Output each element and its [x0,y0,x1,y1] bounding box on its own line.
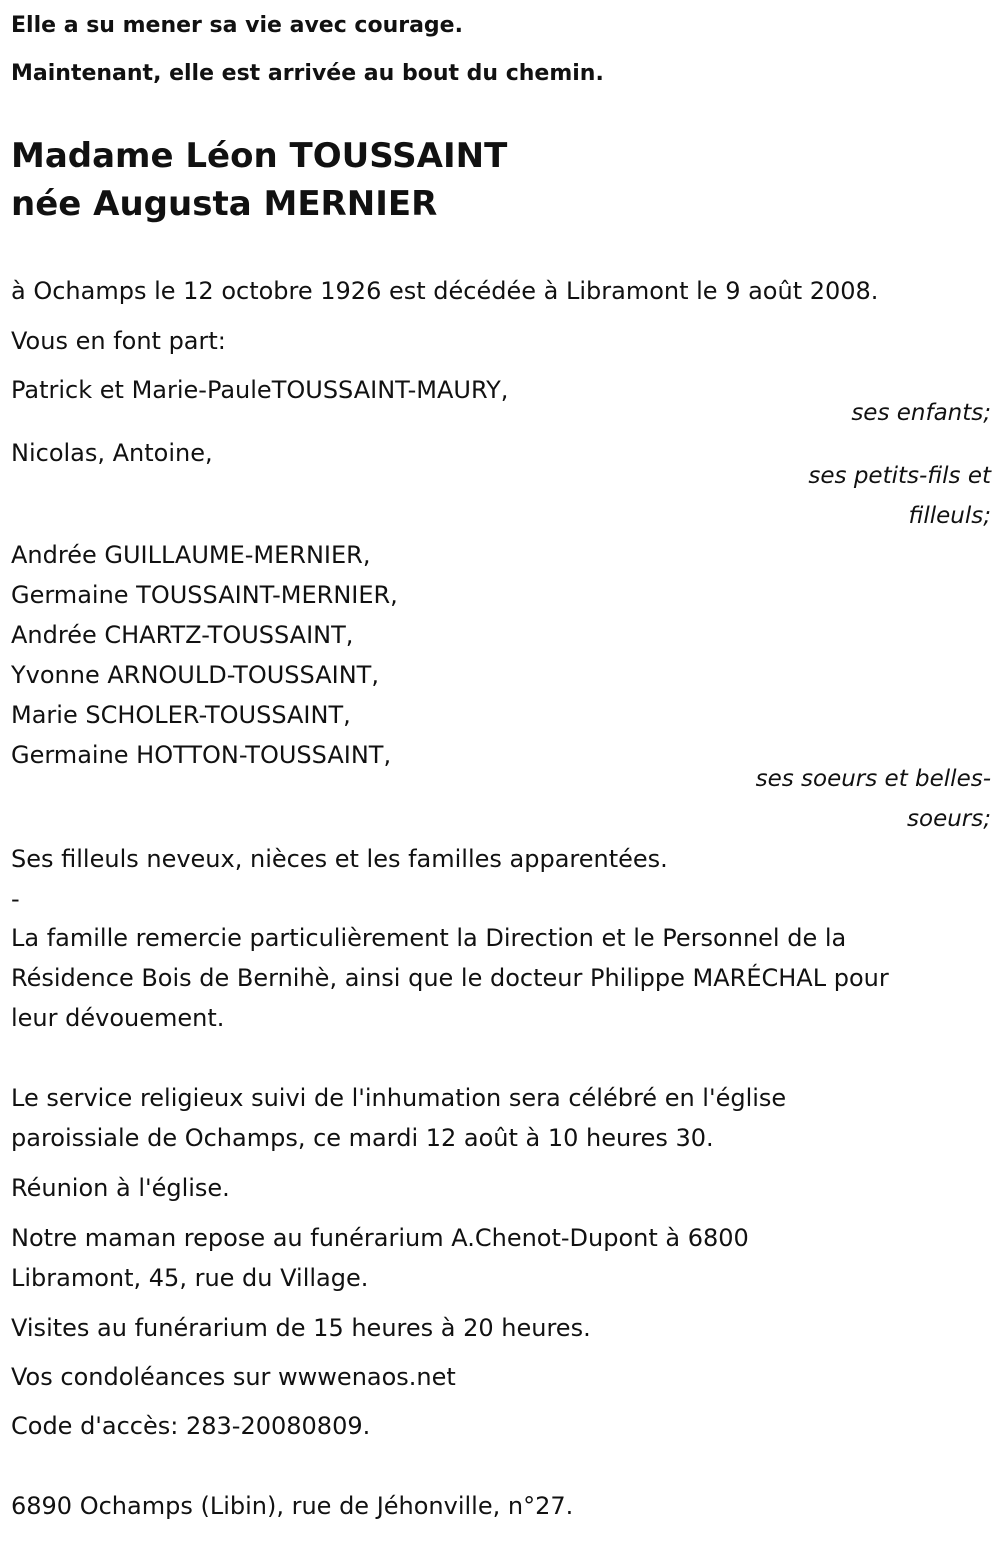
sibling-name: Germaine TOUSSAINT-MERNIER, [11,581,398,609]
sibling-name: Andrée GUILLAUME-MERNIER, [11,541,371,569]
visits-line: Visites au funérarium de 15 heures à 20 heures. [11,1314,591,1342]
access-code-line: Code d'accès: 283-20080809. [11,1412,371,1440]
separator: - [11,885,20,913]
thanks-line: leur dévouement. [11,1004,225,1032]
children-names: Patrick et Marie-PauleTOUSSAINT-MAURY, [11,376,509,404]
service-line: paroissiale de Ochamps, ce mardi 12 août à 10 heures 30. [11,1124,714,1152]
sibling-name: Marie SCHOLER-TOUSSAINT, [11,701,351,729]
epigraph-line: Maintenant, elle est arrivée au bout du chemin. [11,61,604,86]
thanks-line: La famille remercie particulièrement la Direction et le Personnel de la [11,924,847,952]
extended-family: Ses filleuls neveux, nièces et les familles apparentées. [11,845,668,873]
meeting-line: Réunion à l'église. [11,1174,230,1202]
funeral-home-line: Notre maman repose au funérarium A.Chenot-Dupont à 6800 [11,1224,749,1252]
deceased-name: Madame Léon TOUSSAINT [11,136,508,176]
condolences-line: Vos condoléances sur wwwenaos.net [11,1363,456,1391]
sibling-name: Yvonne ARNOULD-TOUSSAINT, [11,661,379,689]
siblings-relation: ses soeurs et belles- [755,766,991,792]
funeral-home-line: Libramont, 45, rue du Village. [11,1264,369,1292]
grandchildren-relation: ses petits-fils et [808,463,991,489]
deceased-maiden-name: née Augusta MERNIER [11,184,438,224]
sibling-name: Andrée CHARTZ-TOUSSAINT, [11,621,354,649]
grandchildren-names: Nicolas, Antoine, [11,439,213,467]
thanks-line: Résidence Bois de Bernihè, ainsi que le docteur Philippe MARÉCHAL pour [11,964,889,992]
birth-death-line: à Ochamps le 12 octobre 1926 est décédée à Libramont le 9 août 2008. [11,277,879,305]
epigraph-line: Elle a su mener sa vie avec courage. [11,13,463,38]
grandchildren-relation: filleuls; [908,503,991,529]
service-line: Le service religieux suivi de l'inhumation sera célébré en l'église [11,1084,787,1112]
sibling-name: Germaine HOTTON-TOUSSAINT, [11,741,392,769]
announce-intro: Vous en font part: [11,327,226,355]
siblings-relation: soeurs; [907,806,991,832]
children-relation: ses enfants; [851,400,991,426]
address-line: 6890 Ochamps (Libin), rue de Jéhonville, n°27. [11,1492,574,1520]
